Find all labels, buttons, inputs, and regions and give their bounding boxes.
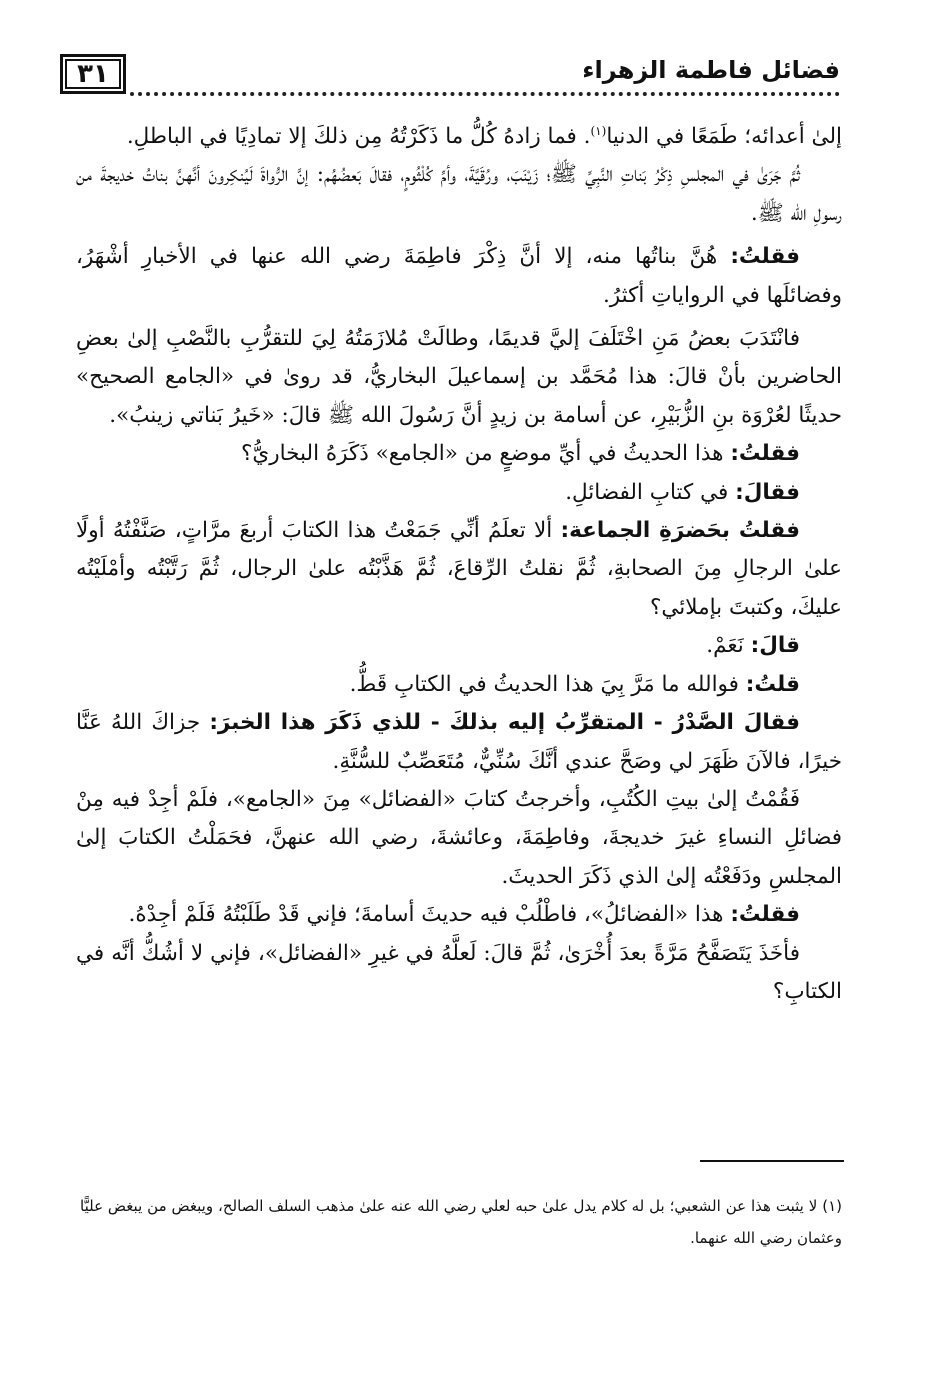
- paragraph-5: فقلتُ: هذا الحديثُ في أيِّ موضعٍ من «الجامع» ذَكَرَهُ البخاريُّ؟: [240, 441, 800, 467]
- footnote-ref-1: (١): [590, 123, 607, 138]
- paragraph-9: قلتُ: فوالله ما مَرَّ بِيَ هذا الحديثُ في الكتابِ قَطُّ.: [349, 671, 800, 697]
- paragraph-3: فقلتُ: هُنَّ بناتُها منه، إلا أنَّ ذِكْرَ فاطِمَةَ رضي الله عنها في الأخبارِ أشْهَرُ، وفضائلَها في الرواياتِ أكثرُ.: [76, 244, 842, 308]
- paragraph-4: فانْتَدَبَ بعضُ مَنِ اخْتَلَفَ إليَّ قديمًا، وطالَتْ مُلازَمَتُهُ لِيَ للتقرُّبِ بالنَّصْبِ إلىٰ بعضِ الحاضرين بأنْ قالَ: هذا مُحَمَّد بن إسماعيلَ البخاريُّ، قد روىٰ في «الجامع الصحيح» حديثًا لعُرْوَة بنِ الزُّبَيْرِ، عن أسامة بن زيدٍ أنَّ رَسُولَ الله ﷺ قالَ: «خَيرُ بَناتي زينبُ».: [76, 326, 842, 428]
- paragraph-10: فقالَ الصَّدْرُ - المتقرِّبُ إليه بذلكَ - للذي ذَكَرَ هذا الخبرَ: جزاكَ اللهُ عَنَّا خيرًا، فالآنَ ظَهَرَ لي وصَحَّ عندي أنَّكَ سُنِّيٌّ، مُتَعَصِّبٌ للسُّنَّةِ.: [76, 710, 842, 774]
- paragraph-12: فقلتُ: هذا «الفضائلُ»، فاطْلُبْ فيه حديثَ أسامةَ؛ فإني قَدْ طَلَبْتُهُ فَلَمْ أجِدْهُ.: [128, 902, 800, 928]
- paragraph-7: فقلتُ بحَضرَةِ الجماعة: ألا تعلَمُ أنِّي جَمَعْتُ هذا الكتابَ أربعَ مرَّاتٍ، صَنَّفْتُهُ أولًا علىٰ الرجالِ مِنَ الصحابةِ، ثُمَّ نقلتُ الرِّقاعَ، ثُمَّ هَذَّبْتُه علىٰ الرجال، ثُمَّ رَتَّبْتُه وأمْلَيْتُه عليكَ، وكتبتَ بإملائي؟: [76, 518, 842, 620]
- page-number-text: ٣١: [77, 59, 109, 89]
- paragraph-2: ثُمَّ جَرَىٰ في المجلسِ ذِكْرُ بَناتِ النَّبِيِّ ﷺ؛ زَيْنَبَ، ورُقَيَّةَ، وأمِّ كُلْثُومٍ، فقالَ بَعضُهُم: إنَّ الرُّواةَ لَيُنكِرونَ أنَّهنَّ بناتُ خديجةَ من رسولِ الله ﷺ.: [76, 162, 842, 226]
- page-number: [60, 54, 126, 94]
- paragraph-8: قالَ: نَعَمْ.: [706, 633, 800, 659]
- main-text: [76, 118, 842, 1011]
- paragraph-11: فَقُمْتُ إلىٰ بيتِ الكُتُبِ، وأخرجتُ كتابَ «الفضائل» مِنَ «الجامع»، فلَمْ أجِدْ فيه مِنْ فضائلِ النساءِ غيرَ خديجةَ، وفاطِمَةَ، وعائشةَ، رضي الله عنهنَّ، فحَمَلْتُ الكتابَ إلىٰ المجلسِ ودَفَعْتُه إلىٰ الذي ذَكَرَ الحديثَ.: [76, 786, 842, 889]
- header-dotted-rule: [130, 92, 840, 96]
- footnotes: [80, 1190, 842, 1254]
- footnote-1: (١) لا يثبت هذا عن الشعبي؛ بل له كلام يدل علىٰ حبه لعلي رضي الله عنه علىٰ مذهب السلف الصالح، ويبغض من يبغض عليًّا وعثمان رضي الله عنهما.: [80, 1197, 842, 1247]
- footnote-separator: [700, 1160, 844, 1162]
- paragraph-6: فقالَ: في كتابِ الفضائلِ.: [565, 479, 800, 505]
- running-header-title: فضائل فاطمة الزهراء: [582, 56, 840, 84]
- paragraph-13: فأخَذَ يَتَصَفَّحُ مَرَّةً بعدَ أُخْرَىٰ، ثُمَّ قالَ: لَعلَّهُ في غيرِ «الفضائل»، فإني لا أشُكُّ أنَّه في الكتابِ؟: [76, 940, 842, 1004]
- paragraph-1: إلىٰ أعدائه؛ طَمَعًا في الدنيا$^{(١)}$. فما زادهُ كُلُّ ما ذَكَرْتُهُ مِن ذلكَ إلا تمادِيًا في الباطلِ.: [126, 123, 842, 149]
